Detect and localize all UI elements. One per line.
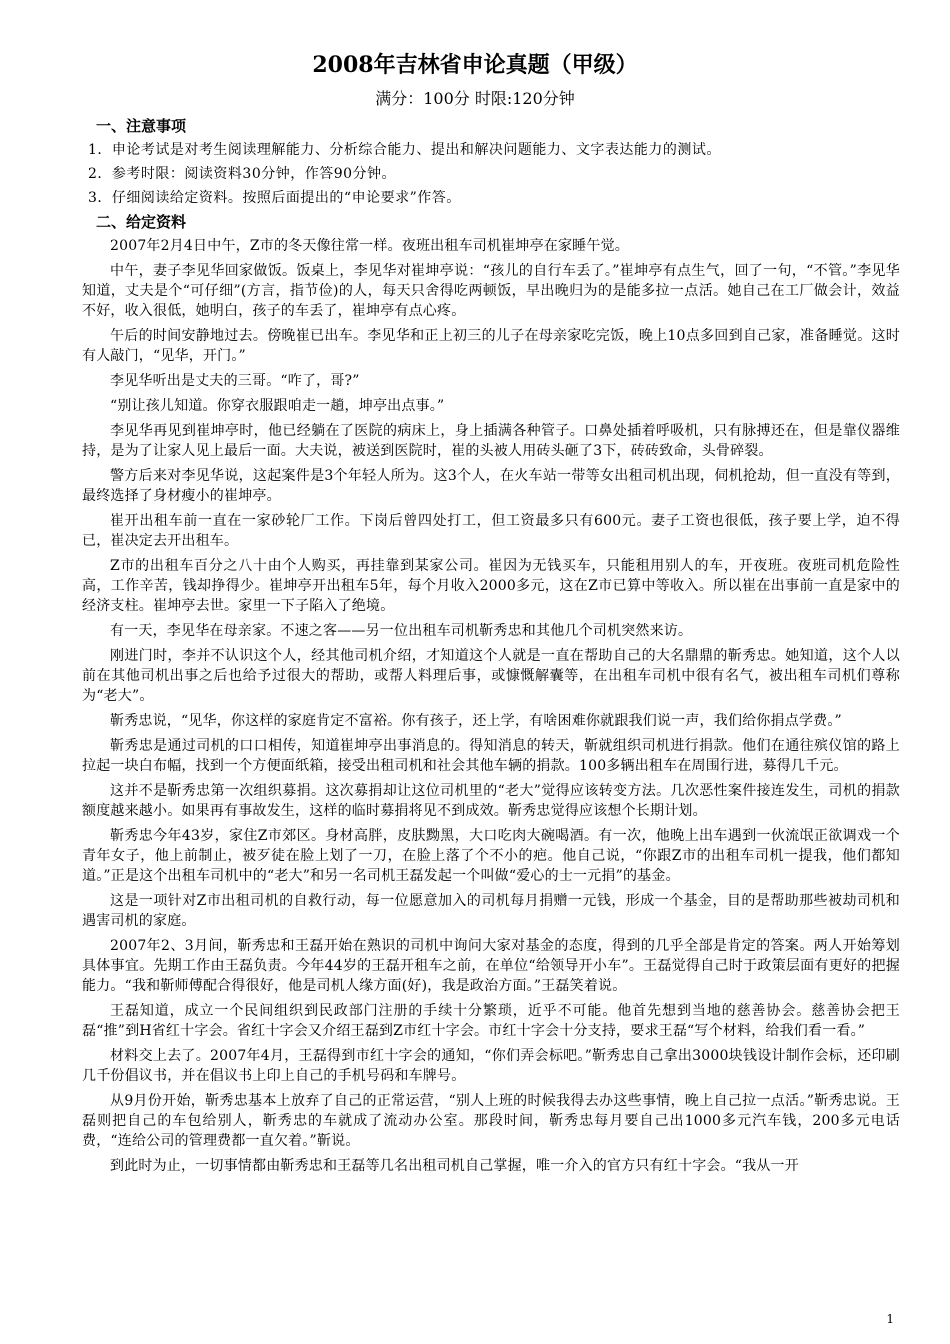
notice-item: 3．仔细阅读给定资料。按照后面提出的“申论要求”作答。 (88, 190, 461, 206)
material-paragraph: 午后的时间安静地过去。傍晚崔已出车。李见华和正上初三的儿子在母亲家吃完饭，晚上10点多回到自己家，准备睡觉。这时有人敲门，“见华，开门。” (82, 328, 900, 364)
material-paragraph: 警方后来对李见华说，这起案件是3个年轻人所为。这3个人，在火车站一带等女出租司机出现，伺机抢劫，但一直没有等到，最终选择了身材瘦小的崔坤亭。 (82, 468, 900, 504)
material-paragraph: 有一天，李见华在母亲家。不速之客——另一位出租车司机靳秀忠和其他几个司机突然来访。 (110, 623, 693, 639)
material-paragraph: 从9月份开始，靳秀忠基本上放弃了自己的正常运营，“别人上班的时候我得去办这些事情，晚上自己拉一点活。”靳秀忠说。王磊则把自己的车包给别人，靳秀忠的车就成了流动办公室。那段时间，靳秀忠每月要自己出1000多元汽车钱，200多元电话费，“连给公司的管理费都一直欠着。”靳说。 (82, 1093, 900, 1149)
material-paragraph: 2007年2、3月间，靳秀忠和王磊开始在熟识的司机中询问大家对基金的态度，得到的几乎全部是肯定的答案。两人开始筹划具体事宜。先期工作由王磊负责。今年44岁的王磊开租车之前，在单位“给领导开小车”。王磊觉得自己时于政策层面有更好的把握能力。“我和靳师傅配合得很好，他是司机人缘方面(好)，我是政治方面。”王磊笑着说。 (82, 938, 900, 994)
section-heading-notice: 一、注意事项 (96, 117, 187, 135)
notice-item: 1．申论考试是对考生阅读理解能力、分析综合能力、提出和解决问题能力、文字表达能力的测试。 (88, 142, 721, 158)
material-paragraph: “别让孩儿知道。你穿衣服跟咱走一趟，坤亭出点事。” (110, 398, 445, 414)
material-paragraph: 李见华再见到崔坤亭时，他已经躺在了医院的病床上，身上插满各种管子。口鼻处插着呼吸机，只有脉搏还在，但是靠仪器维持，是为了让家人见上最后一面。大夫说，被送到医院时，崔的头被人用砖头砸了3下，砖砖致命，头骨碎裂。 (82, 423, 900, 459)
material-paragraph: Z市的出租车百分之八十由个人购买，再挂靠到某家公司。崔因为无钱买车，只能租用别人的车，开夜班。夜班司机危险性高，工作辛苦，钱却挣得少。崔坤亭开出租车5年，每个月收入2000多元，这在Z市已算中等收入。所以崔在出事前一直是家中的经济支柱。崔坤亭去世。家里一下子陷入了绝境。 (82, 558, 900, 614)
exam-info: 满分：100分 时限:120分钟 (375, 89, 575, 108)
page-number: 1 (886, 1312, 894, 1326)
material-paragraph: 靳秀忠今年43岁，家住Z市郊区。身材高胖，皮肤黝黑，大口吃肉大碗喝酒。有一次，他晚上出车遇到一伙流氓正欲调戏一个青年女子，他上前制止，被歹徒在脸上划了一刀，在脸上落了个不小的疤。他自己说，“你跟Z市的出租车司机一提我，他们都知道。”正是这个出租车司机中的“老大”和另一名司机王磊发起一个叫做“爱心的士一元捐”的基金。 (82, 828, 900, 884)
material-paragraph: 材料交上去了。2007年4月，王磊得到市红十字会的通知，“你们弄会标吧。”靳秀忠自己拿出3000块钱设计制作会标，还印刷几千份倡议书，并在倡议书上印上自己的手机号码和车牌号。 (82, 1048, 900, 1084)
page-title: 2008年吉林省申论真题（甲级） (312, 52, 638, 78)
material-paragraph: 王磊知道，成立一个民间组织到民政部门注册的手续十分繁琐，近乎不可能。他首先想到当地的慈善协会。慈善协会把王磊“推”到H省红十字会。省红十字会又介绍王磊到Z市红十字会。市红十字会十分支持，要求王磊“写个材料，给我们看一看。” (82, 1003, 900, 1039)
notice-item: 2．参考时限：阅读资料30分钟，作答90分钟。 (88, 166, 397, 182)
material-paragraph: 这并不是靳秀忠第一次组织募捐。这次募捐却让这位司机里的“老大”觉得应该转变方法。几次恶性案件接连发生，司机的捐款额度越来越小。如果再有事故发生，这样的临时募捐将见不到成效。靳秀忠觉得应该想个长期计划。 (82, 783, 900, 819)
material-paragraph: 这是一项针对Z市出租司机的自救行动，每一位愿意加入的司机每月捐赠一元钱，形成一个基金，目的是帮助那些被劫司机和遇害司机的家庭。 (82, 893, 900, 929)
material-paragraph: 靳秀忠是通过司机的口口相传，知道崔坤亭出事消息的。得知消息的转天，靳就组织司机进行捐款。他们在通往殡仪馆的路上拉起一块白布幅，找到一个方便面纸箱，接受出租司机和社会其他车辆的捐款。100多辆出租车在周围行进，募得几千元。 (82, 738, 900, 774)
material-paragraph: 崔开出租车前一直在一家砂轮厂工作。下岗后曾四处打工，但工资最多只有600元。妻子工资也很低，孩子要上学，迫不得已，崔决定去开出租车。 (82, 513, 900, 549)
section-heading-materials: 二、给定资料 (96, 213, 187, 231)
material-paragraph: 2007年2月4日中午，Z市的冬天像往常一样。夜班出租车司机崔坤亭在家睡午觉。 (110, 238, 629, 254)
material-paragraph: 刚进门时，李并不认识这个人，经其他司机介绍，才知道这个人就是一直在帮助自己的大名鼎鼎的靳秀忠。她知道，这个人以前在其他司机出事之后也给予过很大的帮助，或帮人料理后事，或慷慨解囊等，在出租车司机中很有名气，被出租车司机们尊称为“老大”。 (82, 648, 900, 704)
material-paragraph: 李见华听出是丈夫的三哥。“咋了，哥?” (110, 373, 360, 389)
material-paragraph: 中午，妻子李见华回家做饭。饭桌上，李见华对崔坤亭说：“孩儿的自行车丢了。”崔坤亭有点生气，回了一句，“不管。”李见华知道，丈夫是个“可仔细”(方言，指节俭)的人，每天只舍得吃两顿饭，早出晚归为的是能多拉一点活。她自己在工厂做会计，效益不好，收入很低，她明白，孩子的车丢了，崔坤亭有点心疼。 (82, 263, 900, 319)
material-paragraph: 到此时为止，一切事情都由靳秀忠和王磊等几名出租司机自己掌握，唯一介入的官方只有红十字会。“我从一开 (110, 1158, 799, 1174)
document-body (82, 116, 900, 1181)
material-paragraph: 靳秀忠说，“见华，你这样的家庭肯定不富裕。你有孩子，还上学，有啥困难你就跟我们说一声，我们给你捐点学费。” (110, 713, 842, 729)
